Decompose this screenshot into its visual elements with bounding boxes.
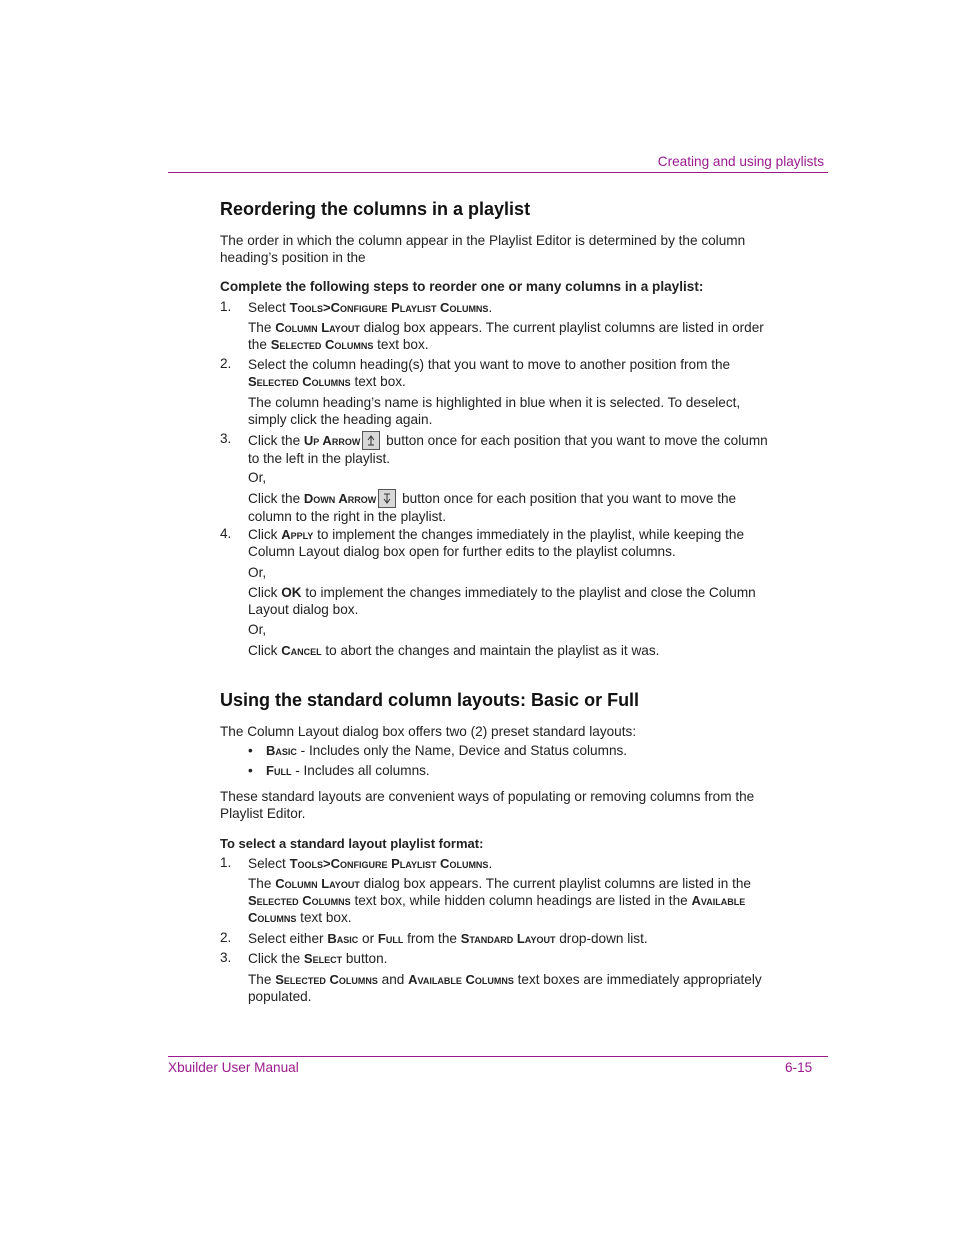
or-text: Or, xyxy=(248,470,267,485)
step-number: 4. xyxy=(220,526,232,541)
footer-rule xyxy=(168,1056,828,1057)
step-3: Click the Up Arrow button once for each position that you want to move the column to the left in the playlist. xyxy=(248,433,768,466)
bullet-full: Full - Includes all columns. xyxy=(266,763,430,778)
step-number: 2. xyxy=(220,930,232,945)
step-4-alt-ok: Click OK to implement the changes immediately to the playlist and close the Column Layout dialog box. xyxy=(248,585,756,617)
or-text: Or, xyxy=(248,622,267,637)
step-3-alt: Click the Down Arrow button once for each position that you want to move the column to the right in the playlist. xyxy=(248,491,737,524)
or-text: Or, xyxy=(248,565,267,580)
menu-path: Tools>Configure Playlist Columns xyxy=(289,856,489,871)
up-arrow-icon xyxy=(362,431,380,450)
header-rule xyxy=(168,172,828,173)
section-title-standard-layouts: Using the standard column layouts: Basic or Full xyxy=(220,690,640,710)
bullet-mark: • xyxy=(248,743,253,758)
step-number: 3. xyxy=(220,950,232,965)
procedure-lead: Complete the following steps to reorder one or many columns in a playlist: xyxy=(220,279,704,294)
step-4-alt-cancel: Click Cancel to abort the changes and maintain the playlist as it was. xyxy=(248,643,660,658)
bullet-mark: • xyxy=(248,763,253,778)
step-4: Click Apply to implement the changes immediately in the playlist, while keeping the Column Layout dialog box open for further edits to the playlist columns. xyxy=(248,527,745,559)
footer-manual-title: Xbuilder User Manual xyxy=(168,1060,299,1075)
step-number: 1. xyxy=(220,299,232,314)
step-3: Click the Select button. xyxy=(248,951,388,966)
page-number: 6-15 xyxy=(785,1060,813,1075)
step-1-note: The Column Layout dialog box appears. The current playlist columns are listed in the Selected Columns text box, while hidden column headings are listed in the Available Columns text box. xyxy=(248,876,751,925)
step-1: Select Tools>Configure Playlist Columns. xyxy=(248,300,493,315)
intro-paragraph: The order in which the column appear in the Playlist Editor is determined by the column heading’s position in the xyxy=(220,233,746,265)
step-number: 3. xyxy=(220,431,232,446)
running-header: Creating and using playlists xyxy=(657,154,824,169)
step-3-note: The Selected Columns and Available Columns text boxes are immediately appropriately populated. xyxy=(248,972,762,1004)
step-2: Select either Basic or Full from the Standard Layout drop-down list. xyxy=(248,931,648,946)
down-arrow-icon xyxy=(378,489,396,508)
step-2: Select the column heading(s) that you want to move to another position from the Selected Columns text box. xyxy=(248,357,731,389)
step-1: Select Tools>Configure Playlist Columns. xyxy=(248,856,493,871)
step-2-note: The column heading’s name is highlighted in blue when it is selected. To deselect, simply click the heading again. xyxy=(248,395,741,427)
step-number: 2. xyxy=(220,356,232,371)
section-title-reordering: Reordering the columns in a playlist xyxy=(220,199,531,219)
body-paragraph: These standard layouts are convenient ways of populating or removing columns from the Playlist Editor. xyxy=(220,789,755,821)
bullet-basic: Basic - Includes only the Name, Device and Status columns. xyxy=(266,743,628,758)
step-number: 1. xyxy=(220,855,232,870)
procedure-lead: To select a standard layout playlist format: xyxy=(220,836,484,851)
intro-paragraph: The Column Layout dialog box offers two (2) preset standard layouts: xyxy=(220,724,637,739)
menu-path: Tools>Configure Playlist Columns xyxy=(289,300,489,315)
step-1-note: The Column Layout dialog box appears. The current playlist columns are listed in order the Selected Columns text box. xyxy=(248,320,764,352)
